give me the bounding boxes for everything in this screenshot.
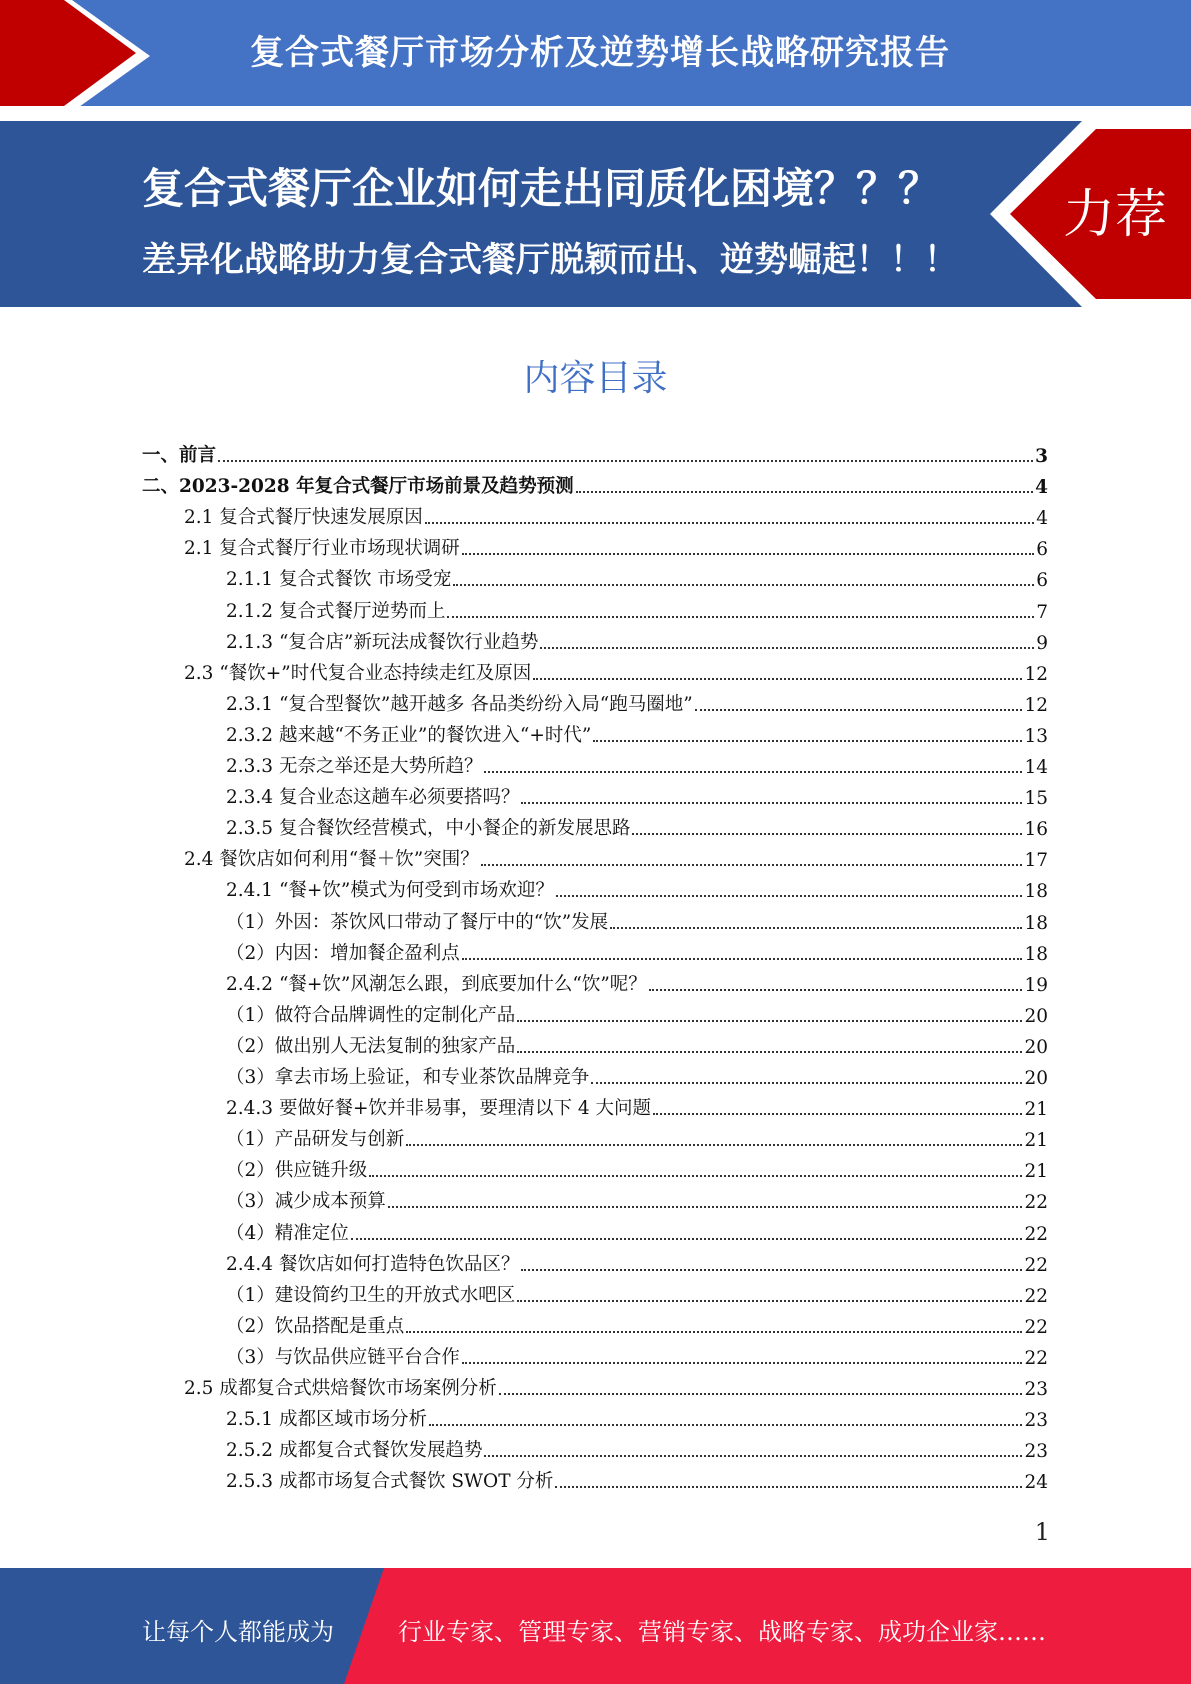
toc-entry-title: 2.3.4 复合业态这趟车必须要搭吗？ — [226, 787, 520, 809]
toc-entry-title: （3）减少成本预算 — [226, 1191, 386, 1213]
toc-leader-dots — [695, 709, 1023, 711]
toc-entry[interactable] — [226, 1338, 1048, 1369]
toc-leader-dots — [388, 1206, 1023, 1208]
toc-entry-page: 17 — [1024, 850, 1048, 872]
toc-leader-dots — [593, 740, 1022, 742]
banner-subheadline: 差异化战略助力复合式餐厅脱颖而出、逆势崛起！！！ — [142, 240, 958, 280]
toc-entry-title: 2.4.2 “餐+饮”风潮怎么跟，到底要加什么“饮”呢？ — [226, 973, 647, 995]
toc-entry-title: 2.1.1 复合式餐饮 市场受宠 — [226, 569, 452, 591]
toc-entry-page: 12 — [1024, 663, 1048, 685]
toc-leader-dots — [576, 491, 1034, 493]
toc-leader-dots — [591, 1082, 1022, 1084]
toc-leader-dots — [517, 1300, 1022, 1302]
toc-leader-dots — [218, 460, 1033, 462]
toc-entry-page: 20 — [1024, 1005, 1048, 1027]
toc-leader-dots — [484, 771, 1022, 773]
toc-entry-page: 20 — [1024, 1036, 1048, 1058]
toc-entry-page: 18 — [1024, 912, 1048, 934]
toc-entry[interactable] — [226, 903, 1048, 934]
toc-leader-dots — [462, 553, 1034, 555]
toc-leader-dots — [540, 647, 1034, 649]
toc-leader-dots — [425, 522, 1034, 524]
toc-entry-title: 一、前言 — [142, 445, 217, 466]
toc-entry-page: 12 — [1024, 694, 1048, 716]
toc-leader-dots — [369, 1175, 1022, 1177]
toc-entry-page: 13 — [1024, 725, 1048, 747]
toc-entry[interactable] — [226, 1027, 1048, 1058]
toc-entry-title: 2.1 复合式餐厅快速发展原因 — [184, 507, 423, 529]
toc-leader-dots — [406, 1144, 1022, 1146]
toc-entry-page: 23 — [1024, 1410, 1048, 1432]
toc-entry-title: （3）拿去市场上验证，和专业茶饮品牌竞争 — [226, 1067, 590, 1088]
toc-entry[interactable] — [226, 1120, 1048, 1151]
toc-entry[interactable] — [226, 560, 1048, 591]
toc-leader-dots — [653, 1113, 1022, 1115]
toc-entry-title: （2）内因：增加餐企盈利点 — [226, 942, 460, 964]
toc-entry-title: 2.4.3 要做好餐+饮并非易事，要理清以下 4 大问题 — [226, 1098, 651, 1120]
toc-entry-page: 6 — [1036, 539, 1048, 561]
toc-leader-dots — [556, 895, 1023, 897]
toc-entry[interactable] — [226, 1151, 1048, 1182]
toc-entry[interactable] — [184, 840, 1048, 871]
page-number: 1 — [1034, 1518, 1050, 1546]
toc-entry[interactable] — [226, 716, 1048, 747]
toc-entry-title: 2.4.4 餐饮店如何打造特色饮品区？ — [226, 1253, 520, 1275]
toc-entry[interactable] — [226, 1089, 1048, 1120]
toc-entry-title: 二、2023-2028 年复合式餐厅市场前景及趋势预测 — [142, 476, 574, 498]
toc-leader-dots — [481, 864, 1023, 866]
toc-entry[interactable] — [142, 467, 1048, 498]
toc-entry-title: 2.5 成都复合式烘焙餐饮市场案例分析 — [184, 1378, 497, 1399]
toc-entry[interactable] — [226, 623, 1048, 654]
toc-entry-page: 15 — [1024, 788, 1048, 810]
toc-entry[interactable] — [226, 1276, 1048, 1307]
toc-entry[interactable] — [142, 436, 1048, 467]
toc-leader-dots — [555, 1486, 1022, 1488]
toc-entry-title: （3）与饮品供应链平台合作 — [226, 1346, 460, 1368]
toc-entry[interactable] — [226, 592, 1048, 623]
toc-entry-page: 4 — [1035, 477, 1048, 499]
toc-entry-title: 2.4 餐饮店如何利用“餐＋饮”突围？ — [184, 849, 479, 871]
toc-leader-dots — [406, 1331, 1022, 1333]
toc-entry-title: 2.5.1 成都区域市场分析 — [226, 1409, 427, 1431]
toc-entry-page: 22 — [1024, 1285, 1048, 1307]
toc-leader-dots — [453, 584, 1034, 586]
toc-entry-page: 9 — [1036, 632, 1048, 654]
toc-entry-title: 2.3.5 复合餐饮经营模式，中小餐企的新发展思路 — [226, 818, 631, 840]
toc-entry-page: 21 — [1024, 1161, 1048, 1183]
toc-leader-dots — [429, 1424, 1022, 1426]
toc-entry[interactable] — [226, 965, 1048, 996]
toc-entry[interactable] — [226, 1058, 1048, 1089]
toc-entry-page: 22 — [1024, 1347, 1048, 1369]
toc-entry-title: 2.3.2 越来越“不务正业”的餐饮进入“+时代” — [226, 724, 592, 746]
toc-entry-page: 3 — [1035, 446, 1048, 467]
toc-leader-dots — [462, 1362, 1023, 1364]
toc-leader-dots — [521, 1269, 1022, 1271]
toc-entry-title: 2.1.3 “复合店”新玩法成餐饮行业趋势 — [226, 631, 539, 653]
toc-leader-dots — [484, 1455, 1022, 1457]
toc-leader-dots — [521, 802, 1022, 804]
toc-entry-title: （1）产品研发与创新 — [226, 1129, 405, 1151]
toc-leader-dots — [517, 1051, 1022, 1053]
toc-leader-dots — [533, 678, 1022, 680]
toc-entry[interactable] — [226, 1214, 1048, 1245]
toc-entry[interactable] — [184, 498, 1048, 529]
toc-entry[interactable] — [184, 529, 1048, 560]
toc-entry-page: 22 — [1024, 1192, 1048, 1214]
toc-entry[interactable] — [226, 747, 1048, 778]
toc-entry[interactable] — [226, 1182, 1048, 1213]
toc-entry-title: 2.3 “餐饮+”时代复合业态持续走红及原因 — [184, 662, 532, 684]
toc-entry-page: 22 — [1024, 1316, 1048, 1338]
toc-entry[interactable] — [226, 996, 1048, 1027]
toc-entry-page: 23 — [1024, 1441, 1048, 1463]
toc-entry[interactable] — [226, 1245, 1048, 1276]
toc-entry-page: 18 — [1024, 881, 1048, 903]
toc-entry[interactable] — [226, 685, 1048, 716]
toc-entry[interactable] — [226, 1462, 1048, 1493]
banner-headline: 复合式餐厅企业如何走出同质化困境？？？ — [142, 164, 941, 213]
report-title: 复合式餐厅市场分析及逆势增长战略研究报告 — [250, 33, 950, 73]
toc-entry-title: 2.1 复合式餐厅行业市场现状调研 — [184, 538, 460, 560]
toc-leader-dots — [462, 958, 1023, 960]
toc-entry-page: 20 — [1024, 1068, 1048, 1089]
toc-entry-page: 7 — [1036, 601, 1048, 623]
toc-entry[interactable] — [226, 778, 1048, 809]
toc-entry[interactable] — [226, 871, 1048, 902]
toc-entry-page: 22 — [1024, 1223, 1048, 1245]
toc-entry-title: 2.3.3 无奈之举还是大势所趋？ — [226, 756, 483, 777]
toc-entry[interactable] — [184, 654, 1048, 685]
toc-heading: 内容目录 — [523, 358, 668, 399]
toc-entry-title: 2.5.2 成都复合式餐饮发展趋势 — [226, 1440, 483, 1462]
toc-entry[interactable] — [226, 1307, 1048, 1338]
toc-entry-page: 16 — [1024, 819, 1048, 841]
toc-leader-dots — [447, 616, 1034, 618]
footer-slogan-right: 行业专家、管理专家、营销专家、战略专家、成功企业家…… — [398, 1618, 1046, 1646]
toc-entry-title: （2）供应链升级 — [226, 1160, 368, 1182]
toc-entry-title: 2.4.1 “餐+饮”模式为何受到市场欢迎？ — [226, 880, 554, 902]
toc-entry-title: （1）外因：茶饮风口带动了餐厅中的“饮”发展 — [226, 911, 609, 933]
toc-entry-page: 21 — [1024, 1099, 1048, 1121]
toc-entry-title: （1）做符合品牌调性的定制化产品 — [226, 1004, 516, 1026]
toc-leader-dots — [632, 833, 1022, 835]
toc-entry-page: 22 — [1024, 1254, 1048, 1276]
toc-entry[interactable] — [226, 809, 1048, 840]
toc-leader-dots — [351, 1238, 1023, 1240]
toc-leader-dots — [499, 1393, 1023, 1395]
toc-entry[interactable] — [226, 934, 1048, 965]
toc-entry-page: 14 — [1024, 757, 1048, 778]
toc-entry[interactable] — [226, 1400, 1048, 1431]
toc-entry-title: 2.5.3 成都市场复合式餐饮 SWOT 分析 — [226, 1471, 554, 1493]
toc-entry-title: （4）精准定位 — [226, 1222, 349, 1244]
toc-entry-page: 4 — [1036, 508, 1048, 530]
toc-entry-title: （2）饮品搭配是重点 — [226, 1315, 405, 1337]
toc-leader-dots — [517, 1020, 1022, 1022]
toc-entry-title: 2.1.2 复合式餐厅逆势而上 — [226, 600, 446, 622]
toc-entry-page: 21 — [1024, 1130, 1048, 1152]
toc-entry-page: 18 — [1024, 943, 1048, 965]
toc-entry-page: 23 — [1024, 1379, 1048, 1400]
recommend-badge: 力荐 — [1062, 185, 1167, 245]
toc-leader-dots — [649, 989, 1023, 991]
toc-entry-title: （1）建设简约卫生的开放式水吧区 — [226, 1284, 516, 1306]
toc-entry-page: 24 — [1024, 1472, 1048, 1494]
toc-leader-dots — [610, 927, 1022, 929]
toc-entry[interactable] — [226, 1431, 1048, 1462]
toc-entry-title: 2.3.1 “复合型餐饮”越开越多 各品类纷纷入局“跑马圈地” — [226, 693, 693, 715]
toc-entry-page: 19 — [1024, 974, 1048, 996]
toc-entry-page: 6 — [1036, 570, 1048, 592]
toc-entry[interactable] — [184, 1369, 1048, 1400]
footer-slogan-left: 让每个人都能成为 — [142, 1618, 334, 1646]
toc-entry-title: （2）做出别人无法复制的独家产品 — [226, 1035, 516, 1057]
